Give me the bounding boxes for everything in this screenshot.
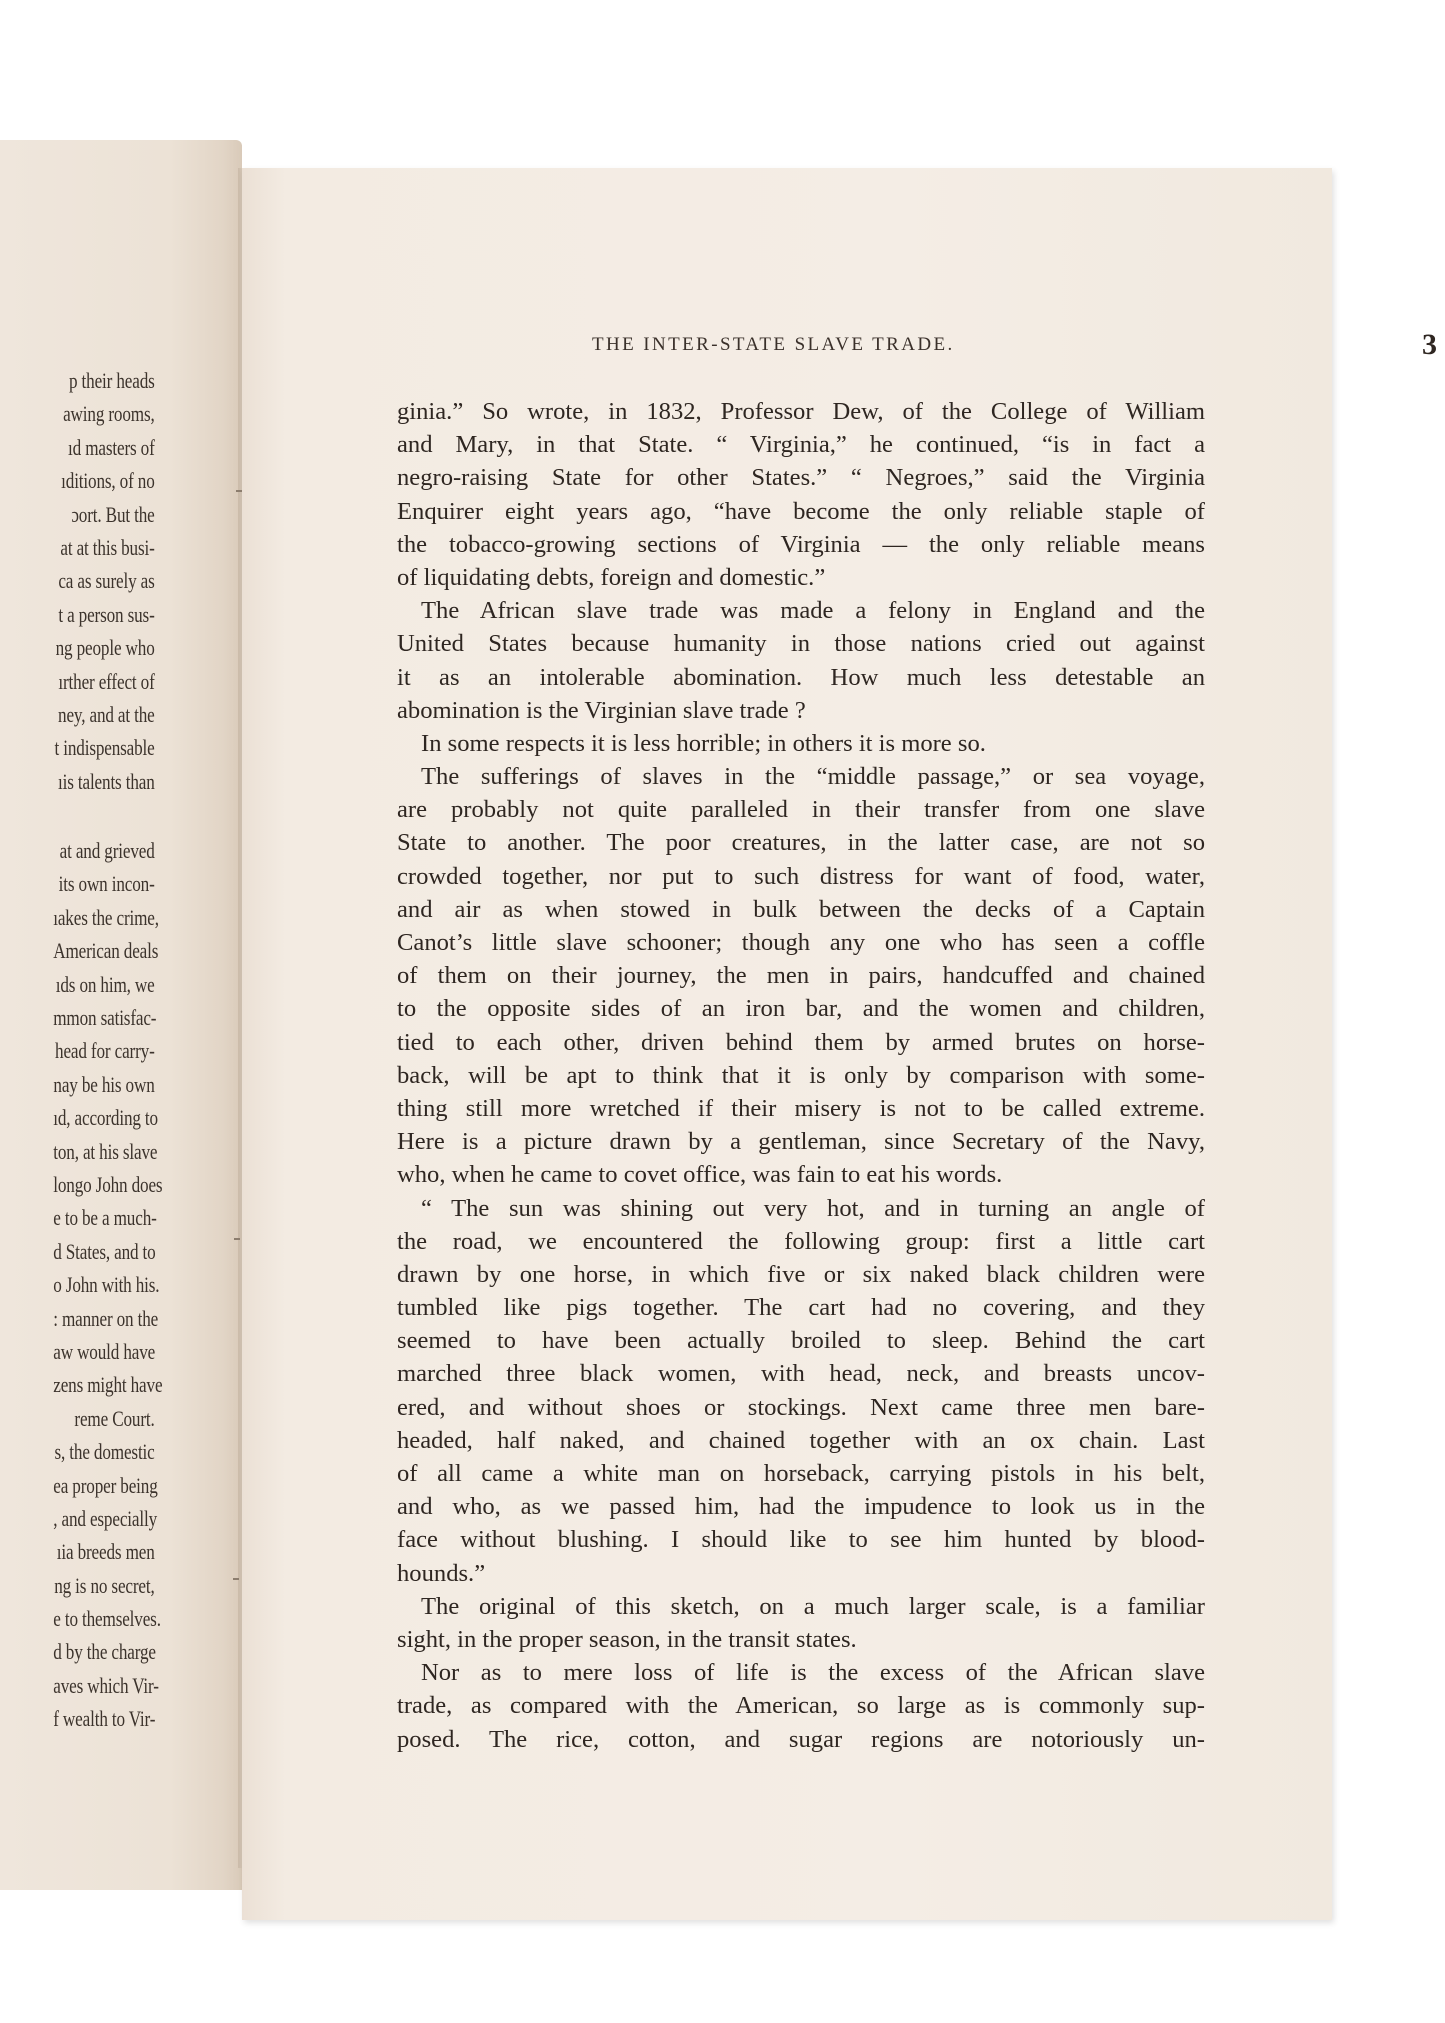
text-line: posed. The rice, cotton, and sugar regions are notoriously un- (397, 1725, 1205, 1753)
left-text-line: t indispensable (54, 735, 155, 761)
left-text-line: at and grieved (59, 838, 155, 864)
left-text-line: , and especially (53, 1505, 158, 1531)
text-line: are probably not quite paralleled in their transfer from one slave (397, 796, 1205, 824)
text-line: State to another. The poor creatures, in the latter case, are not so (397, 829, 1205, 857)
running-head: THE INTER-STATE SLAVE TRADE. (592, 334, 955, 355)
text-line: abomination is the Virginian slave trade ? (397, 696, 806, 724)
text-line: trade, as compared with the American, so large as is commonly sup- (397, 1692, 1205, 1720)
text-line: of them on their journey, the men in pairs, handcuffed and chained (397, 962, 1205, 990)
text-line: to the opposite sides of an iron bar, and the women and children, (397, 995, 1205, 1023)
text-line: tumbled like pigs together. The cart had no covering, and they (397, 1294, 1205, 1322)
left-page-text (0, 364, 242, 1736)
text-line: thing still more wretched if their misery is not to be called extreme. (397, 1094, 1205, 1122)
text-line: United States because humanity in those nations cried out against (397, 630, 1205, 658)
left-text-line: o John with his. (53, 1272, 160, 1298)
left-text-line: aw would have (53, 1338, 156, 1364)
text-line: Nor as to mere loss of life is the excess of the African slave (421, 1659, 1205, 1687)
right-page (242, 168, 1437, 1920)
text-line: of all came a white man on horseback, carrying pistols in his belt, (397, 1460, 1205, 1487)
left-text-line: : manner on the (53, 1305, 159, 1331)
text-line: hounds.” (397, 1559, 486, 1587)
left-text-line: ton, at his slave (53, 1138, 158, 1164)
text-line: the tobacco-growing sections of Virginia — the only reliable means (397, 530, 1205, 558)
left-text-line: t a person sus- (58, 601, 155, 627)
left-text-line: ıd, according to (53, 1105, 158, 1131)
left-text-line: e to be a much- (53, 1205, 157, 1231)
text-line: In some respects it is less horrible; in others it is more so. (421, 729, 986, 757)
text-line: “ The sun was shining out very hot, and in turning an angle of (421, 1194, 1205, 1222)
left-text-line: ıds on him, we (55, 971, 155, 997)
left-text-line: American deals (53, 938, 159, 964)
text-line: and Mary, in that State. “ Virginia,” he continued, “is in fact a (397, 431, 1205, 459)
text-line: marched three black women, with head, neck, and breasts uncov- (397, 1360, 1205, 1388)
text-line: sight, in the proper season, in the transit states. (397, 1625, 857, 1653)
left-text-line: d by the charge (53, 1639, 156, 1665)
text-line: headed, half naked, and chained together with an ox chain. Last (397, 1426, 1205, 1454)
left-text-line: ɔort. But the (71, 501, 155, 527)
text-line: back, will be apt to think that it is only by comparison with some- (397, 1061, 1205, 1089)
left-text-line: ea proper being (53, 1472, 158, 1498)
left-text-line: head for carry- (55, 1038, 155, 1064)
text-line: of liquidating debts, foreign and domestic.” (397, 563, 826, 591)
left-page (0, 140, 242, 1890)
left-text-line: p their heads (68, 368, 155, 393)
page-body-text (397, 395, 1205, 1756)
left-text-line: awing rooms, (63, 401, 155, 427)
text-line: crowded together, nor put to such distress for want of food, water, (397, 862, 1205, 890)
paper-speck (234, 1238, 240, 1240)
left-text-line: nay be his own (53, 1071, 155, 1097)
left-text-line: s, the domestic (54, 1439, 155, 1465)
left-text-line: ıditions, of no (61, 468, 155, 494)
left-text-line: e to themselves. (53, 1606, 161, 1632)
left-text-line: its own incon- (58, 871, 155, 897)
left-text-line: ney, and at the (58, 701, 155, 727)
left-text-line: f wealth to Vir- (53, 1706, 156, 1732)
text-line: tied to each other, driven behind them by armed brutes on horse- (397, 1028, 1205, 1056)
left-text-line: ng people who (55, 635, 155, 661)
left-text-line: aves which Vir- (53, 1672, 159, 1698)
left-text-line: ıis talents than (57, 768, 155, 794)
left-text-line: at at this busi- (60, 534, 155, 560)
text-line: and air as when stowed in bulk between the decks of a Captain (397, 895, 1205, 923)
left-text-line: ıia breeds men (56, 1539, 155, 1565)
text-line: face without blushing. I should like to see him hunted by blood- (397, 1526, 1205, 1554)
text-line: who, when he came to covet office, was fain to eat his words. (397, 1161, 1003, 1189)
text-line: and who, as we passed him, had the impudence to look us in the (397, 1493, 1205, 1521)
text-line: Enquirer eight years ago, “have become the only reliable staple of (397, 497, 1205, 525)
left-text-line: ıakes the crime, (53, 904, 159, 930)
paper-speck (233, 1578, 239, 1580)
left-text-line: ng is no secret, (54, 1572, 155, 1598)
text-line: drawn by one horse, in which five or six naked black children were (397, 1260, 1205, 1288)
paragraph-gap (0, 798, 242, 834)
page-number: 3 (1422, 328, 1437, 361)
left-text-line: ıd masters of (68, 434, 155, 460)
text-line: seemed to have been actually broiled to sleep. Behind the cart (397, 1327, 1205, 1355)
text-line: it as an intolerable abomination. How much less detestable an (397, 663, 1205, 691)
left-text-line: reme Court. (74, 1405, 155, 1431)
text-line: negro-raising State for other States.” “ Negroes,” said the Virginia (397, 464, 1205, 492)
text-line: The sufferings of slaves in the “middle passage,” or sea voyage, (421, 763, 1205, 791)
left-text-line: ırther effect of (58, 668, 155, 694)
left-text-line: longo John does (53, 1171, 163, 1197)
left-text-line: mmon satisfac- (53, 1005, 157, 1031)
text-line: Here is a picture drawn by a gentleman, since Secretary of the Navy, (397, 1128, 1205, 1156)
paper-speck (236, 490, 242, 492)
text-line: ginia.” So wrote, in 1832, Professor Dew, of the College of William (397, 398, 1205, 425)
left-text-line: ca as surely as (58, 568, 155, 594)
text-line: The original of this sketch, on a much larger scale, is a familiar (421, 1592, 1205, 1620)
text-line: the road, we encountered the following group: first a little cart (397, 1227, 1205, 1255)
text-line: The African slave trade was made a felony in England and the (421, 597, 1205, 625)
text-line: Canot’s little slave schooner; though any one who has seen a coffle (397, 929, 1205, 956)
left-text-line: d States, and to (53, 1238, 156, 1264)
left-text-line: zens might have (53, 1372, 163, 1398)
text-line: ered, and without shoes or stockings. Next came three men bare- (397, 1393, 1205, 1421)
